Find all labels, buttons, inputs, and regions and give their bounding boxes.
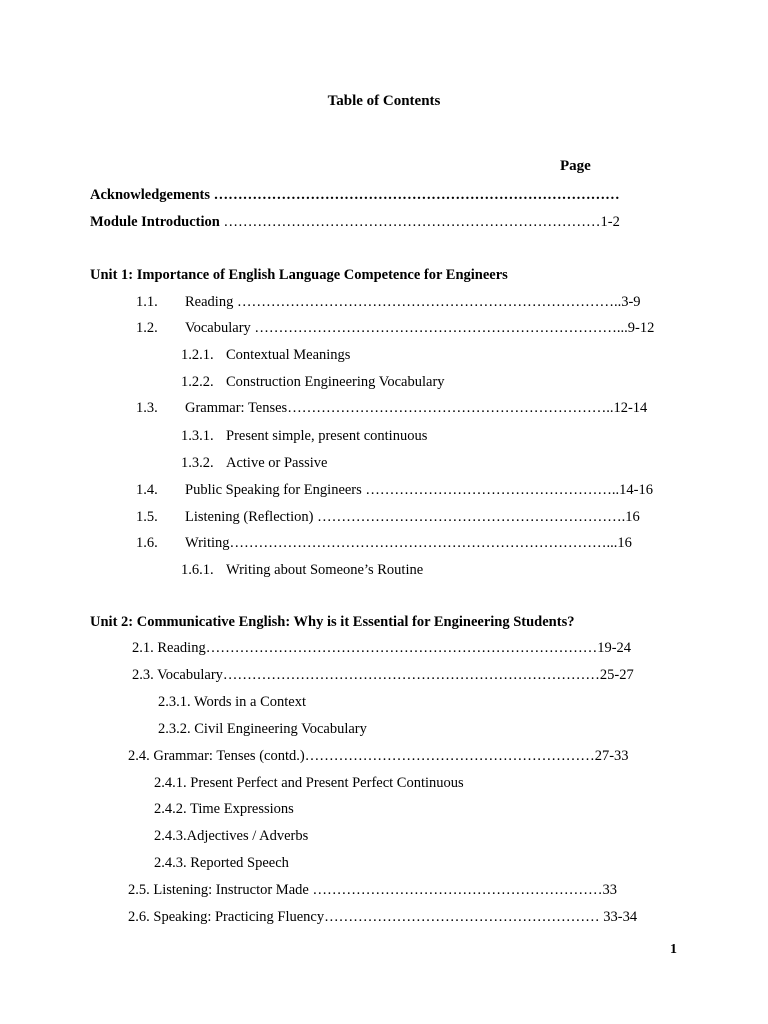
toc-entry-pages: 16 [617,535,632,551]
toc-entry-leader: ……………………………………………………………………… [205,640,598,656]
toc-entry-2-4 [128,747,629,765]
toc-entry-leader: ………………………………………………………. [313,509,626,525]
toc-entry-pages: 16 [625,509,640,525]
toc-entry-1-2-2 [181,373,445,391]
toc-entry-2-4-2 [154,800,294,818]
toc-entry-number: 1.3.2. [181,455,214,471]
toc-entry-leader: …………………………………………………………………… [219,214,601,230]
toc-entry-pages: 33 [602,882,617,898]
toc-entry-pages: 33-34 [599,909,638,925]
toc-entry-label: Listening (Reflection) [185,509,314,525]
toc-entry-label: Adjectives / Adverbs [186,828,309,844]
toc-entry-pages: 27-33 [594,748,629,764]
toc-entry-label: Module Introduction [90,214,220,230]
toc-entry-number: 1.2.2. [181,374,214,390]
toc-entry-pages: 9-12 [627,320,655,336]
unit-2-heading [90,613,574,631]
toc-entry-pages: 1-2 [600,214,620,230]
toc-entry-label: Grammar: Tenses (contd.) [153,748,305,764]
toc-entry-leader: ……………………………………………………………………... [229,535,618,551]
toc-entry-label: Active or Passive [226,455,328,471]
toc-entry-label: Unit 1: Importance of English Language Competence for Engineers [90,267,508,283]
toc-entry-number: 2.6. [128,909,150,925]
toc-entry-label: Reported Speech [190,855,289,871]
toc-entry-number: 1.3. [136,400,158,416]
toc-entry-pages: 12-14 [613,400,648,416]
toc-entry-1-3-1 [181,427,427,445]
toc-entry-number: 2.4.3. [154,855,187,871]
toc-entry-2-3-2 [158,720,367,738]
toc-entry-leader: …………………………………………………… [304,748,595,764]
toc-entry-pages: 3-9 [621,294,641,310]
toc-entry-2-3-1 [158,693,306,711]
toc-entry-1-2-1 [181,346,350,364]
toc-entry-number: 2.4. [128,748,150,764]
toc-entry-2-5 [128,881,617,899]
toc-entry-2-4-1 [154,774,464,792]
toc-entry-label: Unit 2: Communicative English: Why is it Essential for Engineering Students? [90,614,575,630]
toc-entry-module-introduction [90,213,620,231]
toc-entry-number: 1.3.1. [181,428,214,444]
toc-entry-label: Vocabulary [157,667,223,683]
toc-entry-number: 1.1. [136,294,158,310]
toc-entry-number: 2.1. [132,640,154,656]
toc-entry-label: Public Speaking for Engineers [185,482,362,498]
toc-entry-leader: ………………………………………………… [324,909,600,925]
toc-entry-label: Speaking: Practicing Fluency [153,909,325,925]
toc-entry-leader: ………………………………………………………….. [287,400,614,416]
footer-page-number: 1 [670,942,677,957]
page-column-header: Page [560,158,591,174]
toc-entry-leader: …………………………………………….. [361,482,620,498]
toc-entry-1-1 [136,293,641,311]
toc-entry-label: Writing about Someone’s Routine [226,562,424,578]
toc-entry-pages: 14-16 [619,482,654,498]
toc-entry-number: 2.3. [132,667,154,683]
toc-entry-label: Contextual Meanings [226,347,351,363]
toc-entry-leader: …………………………………………………… [308,882,603,898]
toc-entry-leader: …………………………………………………………………... [250,320,628,336]
toc-entry-label: Grammar: Tenses [185,400,288,416]
toc-entry-1-3-2 [181,454,327,472]
toc-entry-pages: 19-24 [597,640,632,656]
toc-entry-number: 2.3.2. [158,721,191,737]
toc-entry-label: Vocabulary [185,320,251,336]
toc-entry-number: 1.2.1. [181,347,214,363]
toc-entry-2-3 [132,666,634,684]
toc-entry-2-4-3-reported-speech [154,854,289,872]
toc-entry-label: Time Expressions [190,801,294,817]
toc-entry-number: 1.2. [136,320,158,336]
toc-entry-number: 2.4.1. [154,775,187,791]
toc-entry-number: 2.4.3. [154,828,187,844]
toc-entry-label: Present simple, present continuous [226,428,428,444]
toc-entry-1-6 [136,534,632,552]
toc-entry-leader: …………………………………………………………………… [222,667,600,683]
toc-entry-2-1 [132,639,631,657]
toc-entry-label: Present Perfect and Present Perfect Continuous [190,775,464,791]
toc-entry-2-4-3-adjectives [154,827,308,845]
toc-entry-label: Reading [157,640,206,656]
toc-entry-number: 1.5. [136,509,158,525]
toc-title: Table of Contents [327,93,441,109]
toc-entry-number: 2.5. [128,882,150,898]
toc-entry-label: Listening: Instructor Made [153,882,309,898]
toc-entry-label: Reading [185,294,234,310]
toc-entry-label: Acknowledgements [90,187,211,203]
toc-entry-1-4 [136,481,653,499]
toc-entry-number: 1.6. [136,535,158,551]
toc-entry-pages: 25-27 [599,667,634,683]
toc-entry-label: Writing [185,535,230,551]
toc-entry-leader: ………………………………………………………………………… [210,187,620,203]
toc-entry-label: Words in a Context [194,694,306,710]
toc-entry-2-6 [128,908,637,926]
toc-entry-number: 2.3.1. [158,694,191,710]
toc-entry-1-6-1 [181,561,423,579]
toc-entry-label: Construction Engineering Vocabulary [226,374,445,390]
toc-entry-1-2 [136,319,654,337]
toc-entry-acknowledgements [90,186,620,204]
toc-entry-leader: …………………………………………………………………….. [233,294,622,310]
toc-entry-number: 1.4. [136,482,158,498]
unit-1-heading [90,266,508,284]
toc-entry-number: 1.6.1. [181,562,214,578]
toc-entry-1-5 [136,508,640,526]
toc-entry-label: Civil Engineering Vocabulary [194,721,367,737]
toc-entry-1-3 [136,399,647,417]
toc-entry-number: 2.4.2. [154,801,187,817]
